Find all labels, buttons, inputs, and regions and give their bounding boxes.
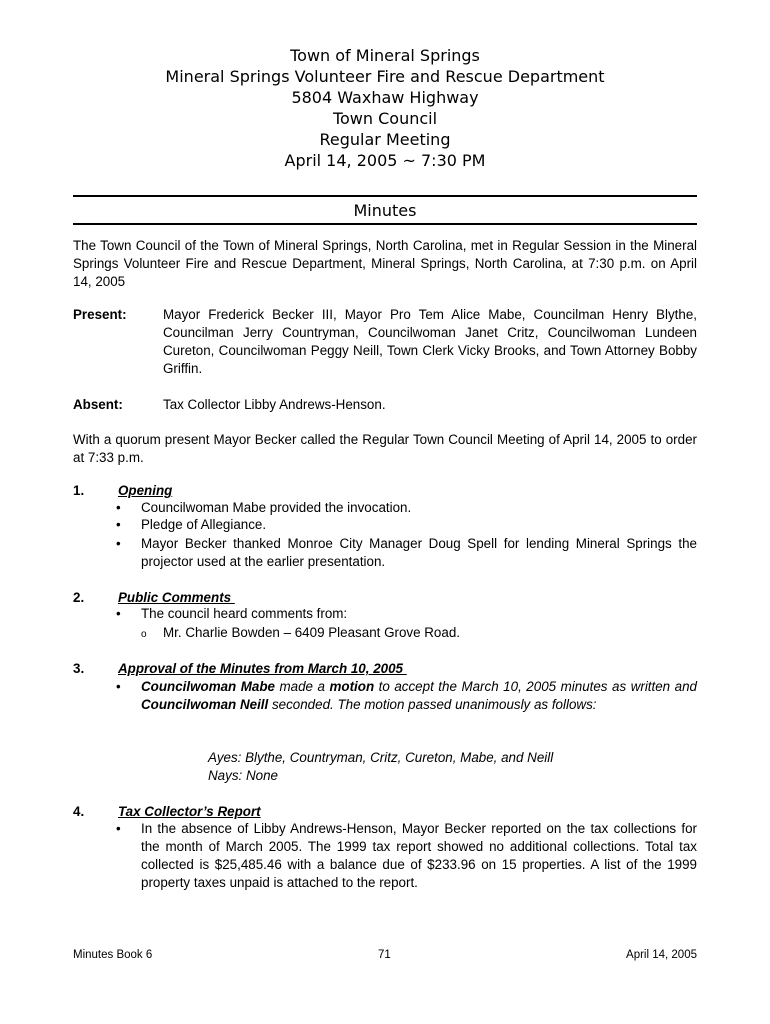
bullet-symbol: • xyxy=(116,606,121,621)
vote-ayes: Ayes: Blythe, Countryman, Critz, Cureton, Mabe, and Neill xyxy=(208,750,554,765)
present-list: Mayor Frederick Becker III, Mayor Pro Tem Alice Mabe, Councilman Henry Blythe, Councilman Jerry Countryman, Councilwoman Janet Critz, Councilwoman Lundeen Cureton, Councilwoman Peggy Neill, Town Clerk Vicky Brooks, and Town Attorney Bobby Griffin. xyxy=(163,307,697,376)
header-date-time: April 14, 2005 ~ 7:30 PM xyxy=(284,151,486,170)
list-item: In the absence of Libby Andrews-Henson, Mayor Becker reported on the tax collections for the month of March 2005. The 1999 tax report showed no additional collections. Total tax collected is $25,485.46 with a balance due of $233.96 on 15 properties. A list of the 1999 property taxes unpaid is attached to the report. xyxy=(141,821,697,890)
absent-list: Tax Collector Libby Andrews-Henson. xyxy=(163,397,386,412)
bullet-symbol: • xyxy=(116,536,121,551)
list-item: The council heard comments from: xyxy=(141,606,348,621)
item-heading-tax-collector-report: Tax Collector’s Report xyxy=(118,804,261,819)
footer-book: Minutes Book 6 xyxy=(73,949,153,961)
item-heading-opening: Opening xyxy=(118,483,173,498)
footer-page-number: 71 xyxy=(378,949,391,961)
list-item: Mr. Charlie Bowden – 6409 Pleasant Grove Road. xyxy=(163,625,460,640)
item-number: 3. xyxy=(73,661,85,676)
item-number: 1. xyxy=(73,483,85,498)
item-number: 2. xyxy=(73,590,85,605)
bullet-symbol: • xyxy=(116,679,121,694)
header-town-name: Town of Mineral Springs xyxy=(290,46,480,65)
motion-text xyxy=(141,678,697,714)
list-item: Pledge of Allegiance. xyxy=(141,517,267,532)
item-heading-approval-of-minutes: Approval of the Minutes from March 10, 2005 xyxy=(118,661,407,676)
bullet-symbol: • xyxy=(116,517,121,532)
intro-paragraph: The Town Council of the Town of Mineral Springs, North Carolina, met in Regular Session in the Mineral Springs Volunteer Fire and Rescue Department, Mineral Springs, North Carolina, at 7:30 p.m. on April 14, 2005 xyxy=(73,238,697,289)
item-number: 4. xyxy=(73,804,85,819)
header-body: Town Council xyxy=(332,109,438,128)
present-label: Present: xyxy=(73,307,127,322)
absent-label: Absent: xyxy=(73,397,123,412)
footer-date: April 14, 2005 xyxy=(626,949,697,961)
top-rule xyxy=(73,195,697,197)
quorum-paragraph: With a quorum present Mayor Becker called the Regular Town Council Meeting of April 14, 2005 to order at 7:33 p.m. xyxy=(73,432,697,465)
list-item: Councilwoman Mabe provided the invocation. xyxy=(141,500,412,515)
motion-text-part: seconded. The motion passed unanimously as follows: xyxy=(268,697,597,712)
header-address: 5804 Waxhaw Highway xyxy=(291,88,479,107)
document-header xyxy=(0,45,770,171)
bottom-rule xyxy=(73,223,697,225)
header-department: Mineral Springs Volunteer Fire and Rescue Department xyxy=(165,67,605,86)
minutes-title: Minutes xyxy=(353,201,417,220)
header-meeting-type: Regular Meeting xyxy=(319,130,451,149)
motion-word: motion xyxy=(329,679,375,694)
motion-text-part: made a xyxy=(274,679,330,694)
motion-mover: Councilwoman Mabe xyxy=(141,679,275,694)
bullet-symbol: • xyxy=(116,821,121,836)
motion-text-part: to accept the March 10, 2005 minutes as written and xyxy=(374,679,697,694)
list-item: Mayor Becker thanked Monroe City Manager Doug Spell for lending Mineral Springs the projector used at the earlier presentation. xyxy=(141,536,697,569)
vote-nays: Nays: None xyxy=(208,768,278,783)
sub-bullet-symbol: o xyxy=(141,629,147,640)
motion-seconder: Councilwoman Neill xyxy=(141,697,269,712)
bullet-symbol: • xyxy=(116,500,121,515)
item-heading-public-comments: Public Comments xyxy=(118,590,235,605)
